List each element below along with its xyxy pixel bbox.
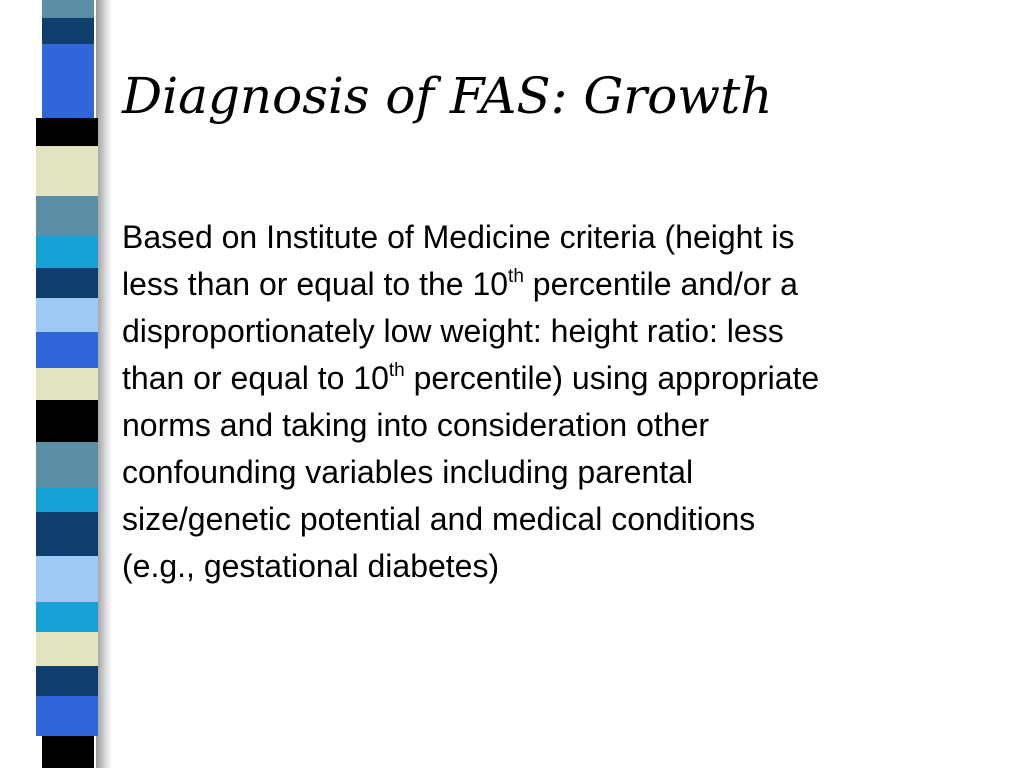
stripe-band (42, 0, 94, 18)
slide-title: Diagnosis of FAS: Growth (122, 67, 773, 125)
body-text-run: (e.g., gestational diabetes) (122, 548, 500, 584)
slide-body-text (122, 214, 1002, 590)
stripe-band (36, 602, 98, 632)
body-line (122, 496, 1002, 543)
body-text-run: confounding variables including parental (122, 454, 694, 490)
stripe-band (36, 488, 98, 512)
stripe-band (42, 736, 94, 768)
body-line (122, 261, 1002, 308)
stripe-band (42, 78, 94, 118)
body-text-run: percentile) using appropriate (404, 360, 820, 396)
stripe-band (36, 400, 98, 442)
body-line (122, 214, 1002, 261)
stripe-band (36, 442, 98, 488)
body-text-run: size/genetic potential and medical conditions (122, 501, 756, 537)
body-line (122, 449, 1002, 496)
stripe-band (42, 44, 94, 78)
body-text-run: disproportionately low weight: height ratio: less (122, 313, 784, 349)
body-text-run: Based on Institute of Medicine criteria (height is (122, 219, 795, 255)
body-line (122, 355, 1002, 402)
stripe-band (36, 556, 98, 602)
stripe-band (36, 268, 98, 298)
superscript: th (388, 360, 405, 381)
stripe-band (36, 632, 98, 666)
stripe-band (36, 512, 98, 556)
stripe-shadow (96, 0, 112, 768)
stripe-band (36, 196, 98, 236)
body-line (122, 543, 1002, 590)
body-text-run: percentile and/or a (523, 266, 798, 302)
body-line (122, 402, 1002, 449)
body-line (122, 308, 1002, 355)
stripe-band (36, 332, 98, 368)
decorative-stripe-bar (36, 0, 98, 768)
stripe-band (36, 368, 98, 400)
body-text-run: less than or equal to the 10 (122, 266, 509, 302)
stripe-band (42, 18, 94, 44)
body-text-run: norms and taking into consideration other (122, 407, 710, 443)
stripe-band (36, 696, 98, 736)
stripe-band (36, 666, 98, 696)
stripe-band (36, 146, 98, 196)
stripe-band (36, 118, 98, 146)
stripe-band (36, 298, 98, 332)
stripe-band (36, 236, 98, 268)
superscript: th (508, 266, 524, 287)
body-text-run: than or equal to 10 (122, 360, 389, 396)
